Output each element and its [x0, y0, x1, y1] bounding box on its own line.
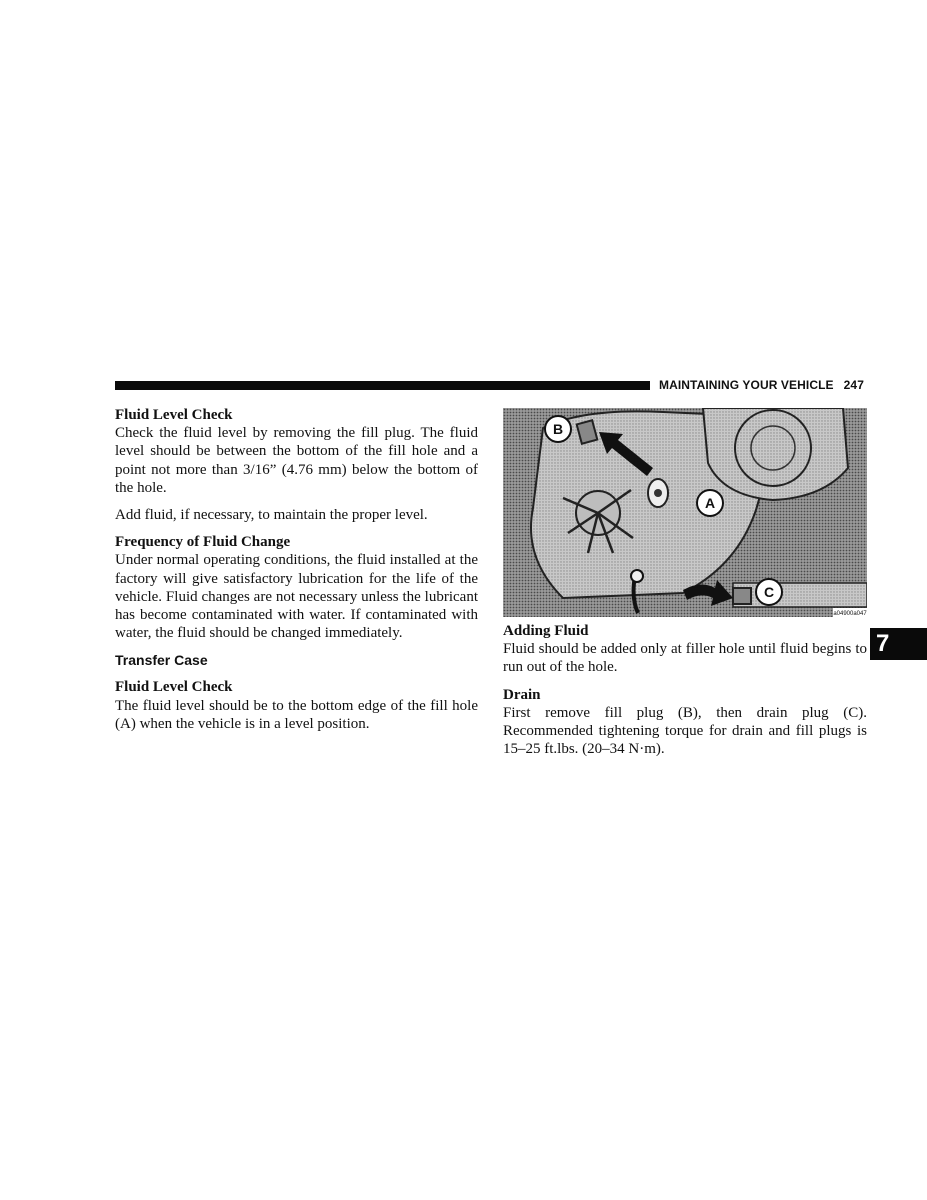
transfer-fluid-level-text: The fluid level should be to the bottom edge of the fill hole (A) when the vehicle is in a level position.: [115, 697, 478, 732]
frequency-text: Under normal operating conditions, the fluid installed at the factory will give satisfactory lubrication for the life of the vehicle. Fluid changes are not necessary unless the lubricant has become contaminated with water. If contaminated with water, the fluid should be changed immediately.: [115, 552, 478, 642]
frequency-heading: Frequency of Fluid Change: [115, 534, 291, 551]
running-header: [659, 378, 864, 392]
adding-fluid-heading: Adding Fluid: [503, 623, 589, 639]
transfer-case-heading: Transfer Case: [115, 652, 208, 669]
drain-heading: Drain: [503, 686, 541, 703]
left-column: [115, 406, 478, 742]
callout-c: C: [763, 584, 775, 600]
transfer-case-illustration: [503, 408, 867, 617]
callout-b: B: [552, 421, 564, 437]
add-fluid-text: Add fluid, if necessary, to maintain the proper level.: [115, 507, 428, 524]
callout-a: A: [704, 495, 716, 511]
transfer-case-figure: [503, 408, 867, 617]
right-column: [503, 622, 867, 767]
section-title: MAINTAINING YOUR VEHICLE: [659, 378, 834, 392]
chapter-tab: 7: [870, 628, 927, 660]
adding-fluid-text: Fluid should be added only at filler hole until fluid begins to run out of the hole.: [503, 641, 867, 676]
figure-code: a04900a047: [833, 611, 867, 617]
transfer-fluid-level-heading: Fluid Level Check: [115, 679, 233, 696]
fluid-level-check-heading: Fluid Level Check: [115, 407, 233, 423]
header-rule: [115, 381, 650, 390]
page-number: 247: [843, 378, 864, 392]
drain-text: First remove fill plug (B), then drain plug (C). Recommended tightening torque for drain and fill plugs is 15–25 ft.lbs. (20–34 N·m).: [503, 704, 867, 758]
fluid-level-check-text: Check the fluid level by removing the fill plug. The fluid level should be between the bottom of the fill hole and a point not more than 3/16” (4.76 mm) below the bottom of the hole.: [115, 425, 478, 496]
